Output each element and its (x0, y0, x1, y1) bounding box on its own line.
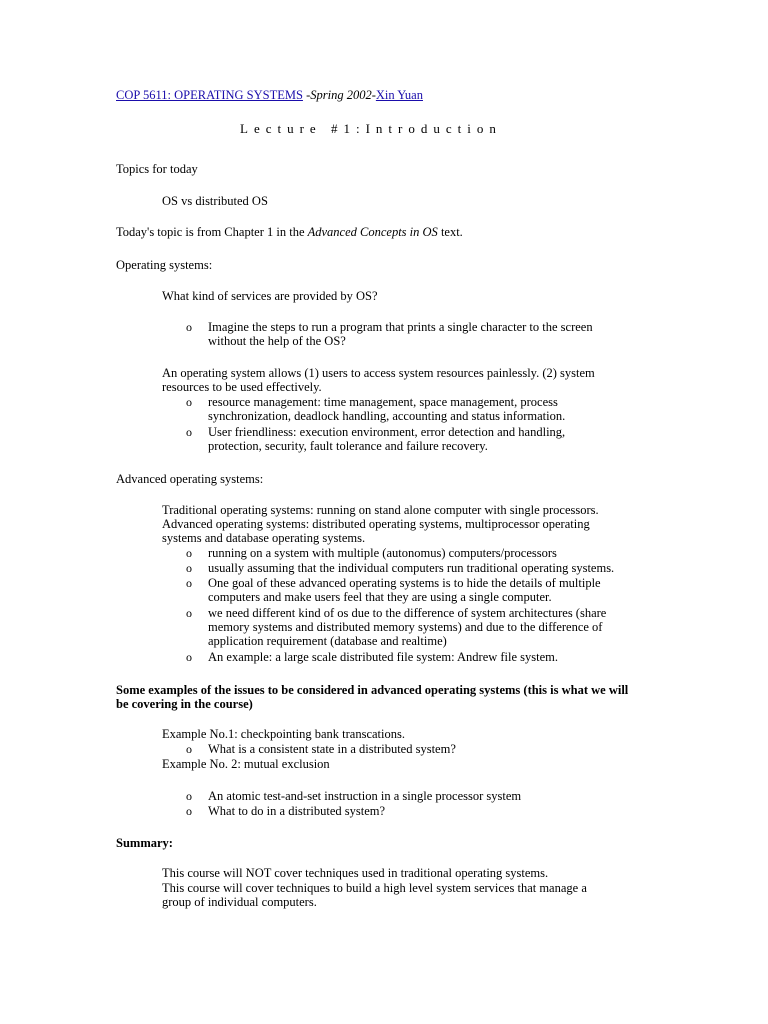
bullet-glyph: o (186, 606, 192, 620)
bullet-glyph: o (186, 650, 192, 664)
advanced-bullet-4-line-3: application requirement (database and realtime) (208, 634, 447, 648)
example-2-bullet-1: An atomic test-and-set instruction in a single processor system (208, 789, 522, 803)
page-header (116, 88, 423, 102)
bullet-glyph: o (186, 742, 192, 756)
course-link[interactable]: COP 5611: OPERATING SYSTEMS (116, 88, 303, 102)
summary-line-1: This course will NOT cover techniques used in traditional operating systems. (162, 866, 549, 880)
topics-item: OS vs distributed OS (162, 194, 268, 208)
advanced-bullet-5: An example: a large scale distributed file system: Andrew file system. (208, 650, 559, 664)
os-para-line-2: resources to be used effectively. (162, 380, 322, 394)
example-2-bullet-2: What to do in a distributed system? (208, 804, 386, 818)
bullet-glyph: o (186, 804, 192, 818)
os-bullet-2-line-2: synchronization, deadlock handling, accounting and status information. (208, 409, 566, 423)
example-1-bullet: What is a consistent state in a distributed system? (208, 742, 456, 756)
os-heading: Operating systems: (116, 258, 213, 272)
os-para-line-1: An operating system allows (1) users to access system resources painlessly. (2) system (162, 366, 595, 380)
lecture-title (240, 122, 502, 136)
topics-source (116, 225, 463, 239)
example-2: Example No. 2: mutual exclusion (162, 757, 330, 771)
advanced-line-2: Advanced operating systems: distributed operating systems, multiprocessor operating (162, 517, 590, 531)
advanced-bullet-4-line-1: we need different kind of os due to the difference of system architectures (share (208, 606, 607, 620)
examples-heading-line-1: Some examples of the issues to be considered in advanced operating systems (this is what we will (116, 683, 629, 697)
source-text-pre: Today's topic is from Chapter 1 in the (116, 225, 308, 239)
bullet-glyph: o (186, 425, 192, 439)
bullet-glyph: o (186, 320, 192, 334)
bullet-glyph: o (186, 576, 192, 590)
example-1: Example No.1: checkpointing bank transcations. (162, 727, 405, 741)
bullet-glyph: o (186, 395, 192, 409)
os-bullet-3-line-2: protection, security, fault tolerance and failure recovery. (208, 439, 488, 453)
os-question: What kind of services are provided by OS? (162, 289, 378, 303)
bullet-glyph: o (186, 789, 192, 803)
os-bullet-2-line-1: resource management: time management, space management, process (208, 395, 558, 409)
advanced-line-1: Traditional operating systems: running on stand alone computer with single processors. (162, 503, 599, 517)
author-link[interactable]: Xin Yuan (375, 88, 423, 102)
os-bullet-1-line-2: without the help of the OS? (208, 334, 346, 348)
lecture-number: Lecture #1: (240, 121, 366, 136)
bullet-glyph: o (186, 546, 192, 560)
os-bullet-1-line-1: Imagine the steps to run a program that prints a single character to the screen (208, 320, 593, 334)
os-bullet-3-line-1: User friendliness: execution environment, error detection and handling, (208, 425, 566, 439)
term-text: -Spring 2002- (302, 88, 376, 102)
advanced-line-3: systems and database operating systems. (162, 531, 366, 545)
advanced-bullet-3-line-2: computers and make users feel that they are using a single computer. (208, 590, 552, 604)
source-book-title: Advanced Concepts in OS (307, 225, 438, 239)
advanced-heading: Advanced operating systems: (116, 472, 264, 486)
lecture-name: Introduction (365, 121, 502, 136)
advanced-bullet-2: usually assuming that the individual computers run traditional operating systems. (208, 561, 615, 575)
advanced-bullet-3-line-1: One goal of these advanced operating systems is to hide the details of multiple (208, 576, 601, 590)
summary-line-3: group of individual computers. (162, 895, 317, 909)
advanced-bullet-4-line-2: memory systems and distributed memory systems) and due to the difference of (208, 620, 603, 634)
bullet-glyph: o (186, 561, 192, 575)
summary-heading: Summary: (116, 836, 173, 850)
examples-heading-line-2: be covering in the course) (116, 697, 253, 711)
source-text-post: text. (437, 225, 463, 239)
summary-line-2: This course will cover techniques to build a high level system services that manage a (162, 881, 587, 895)
topics-heading: Topics for today (116, 162, 198, 176)
advanced-bullet-1: running on a system with multiple (autonomus) computers/processors (208, 546, 557, 560)
